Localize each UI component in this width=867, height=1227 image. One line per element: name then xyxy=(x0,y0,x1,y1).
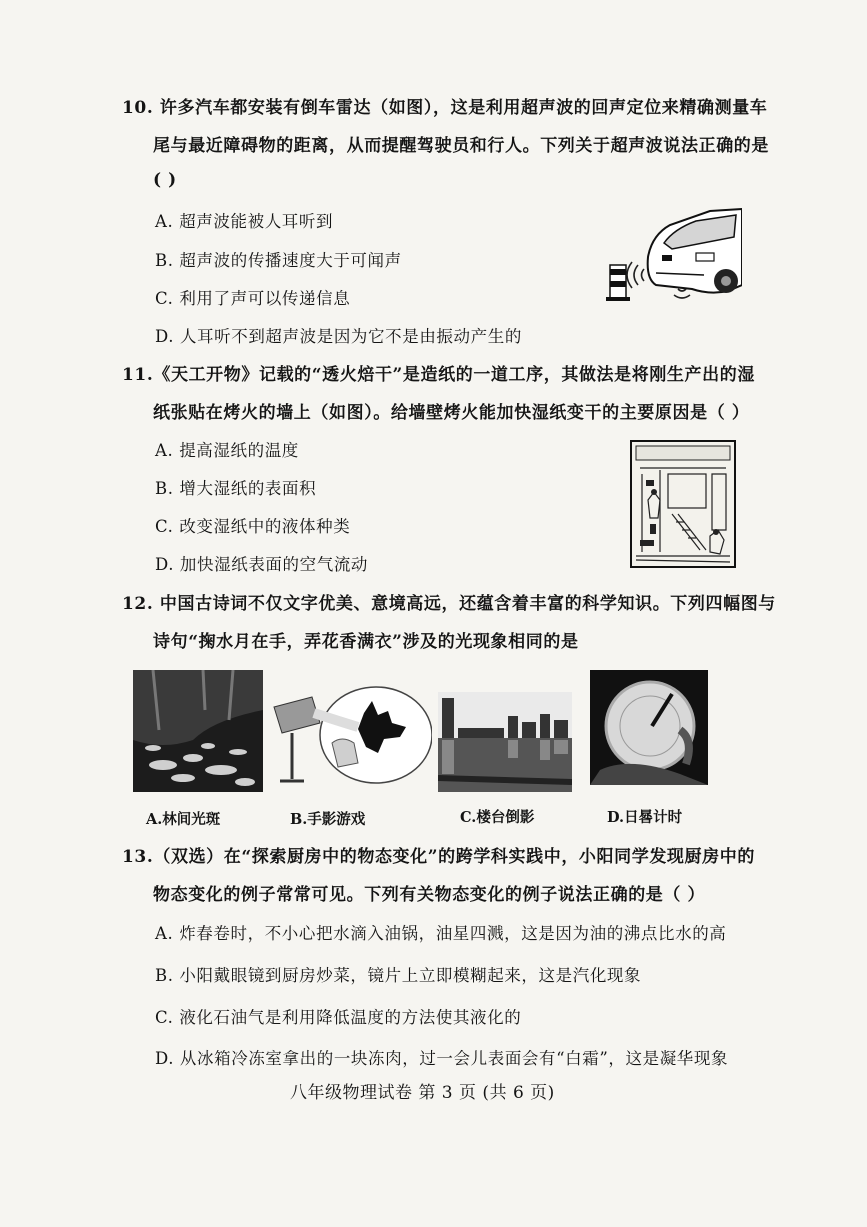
q13-option-c: C. 液化石油气是利用降低温度的方法使其液化的 xyxy=(155,1008,522,1027)
option-b-caption: B.手影游戏 xyxy=(290,811,366,828)
q13-option-d: D. 从冰箱冷冻室拿出的一块冻肉，过一会儿表面会有“白霜”，这是凝华现象 xyxy=(155,1049,729,1068)
q12-stem-line1: 12. 中国古诗词不仅文字优美、意境高远，还蕴含着丰富的科学知识。下列四幅图与 xyxy=(122,594,776,614)
traffic-cone-icon xyxy=(606,265,630,301)
reversing-radar-car-figure xyxy=(600,205,742,305)
q11-option-a: A. 提高湿纸的温度 xyxy=(155,441,299,460)
q10-option-a: A. 超声波能被人耳听到 xyxy=(155,212,334,231)
q11-stem-line2: 纸张贴在烤火的墙上（如图）。给墙壁烤火能加快湿纸变干的主要原因是（ ） xyxy=(153,403,750,423)
q10-option-d: D. 人耳听不到超声波是因为它不是由振动产生的 xyxy=(155,327,522,346)
option-c-caption: C.楼台倒影 xyxy=(460,809,535,826)
q13-option-b: B. 小阳戴眼镜到厨房炒菜，镜片上立即模糊起来，这是汽化现象 xyxy=(155,966,642,985)
sundial-photo xyxy=(590,670,708,785)
q10-option-c: C. 利用了声可以传递信息 xyxy=(155,289,351,308)
q10-stem-line1: 10. 许多汽车都安装有倒车雷达（如图），这是利用超声波的回声定位来精确测量车 xyxy=(122,98,768,118)
q10-option-b: B. 超声波的传播速度大于可闻声 xyxy=(155,251,402,270)
q11-option-c: C. 改变湿纸中的液体种类 xyxy=(155,517,351,536)
q10-answer-paren: ( ) xyxy=(153,170,177,190)
page-footer: 八年级物理试卷 第 3 页 (共 6 页) xyxy=(290,1083,555,1103)
q13-stem-line2: 物态变化的例子常常可见。下列有关物态变化的例子说法正确的是（ ） xyxy=(153,885,706,905)
q12-stem-line2: 诗句“掬水月在手，弄花香满衣”涉及的光现象相同的是 xyxy=(153,632,579,652)
q11-option-b: B. 增大湿纸的表面积 xyxy=(155,479,317,498)
hand-shadow-play-photo xyxy=(272,683,432,787)
tower-reflection-photo xyxy=(438,692,572,792)
q13-option-a: A. 炸春卷时，不小心把水滴入油锅，油星四溅，这是因为油的沸点比水的高 xyxy=(155,924,727,943)
q10-stem-line2: 尾与最近障碍物的距离，从而提醒驾驶员和行人。下列关于超声波说法正确的是 xyxy=(153,136,769,156)
forest-light-spots-photo xyxy=(133,670,263,792)
paper-drying-illustration xyxy=(630,440,736,568)
q11-option-d: D. 加快湿纸表面的空气流动 xyxy=(155,555,369,574)
option-d-caption: D.日晷计时 xyxy=(607,809,683,826)
option-a-caption: A.林间光斑 xyxy=(146,811,221,828)
q13-stem-line1: 13.（双选）在“探索厨房中的物态变化”的跨学科实践中，小阳同学发现厨房中的 xyxy=(122,847,755,867)
q11-stem-line1: 11.《天工开物》记载的“透火焙干”是造纸的一道工序，其做法是将刚生产出的湿 xyxy=(122,365,755,385)
